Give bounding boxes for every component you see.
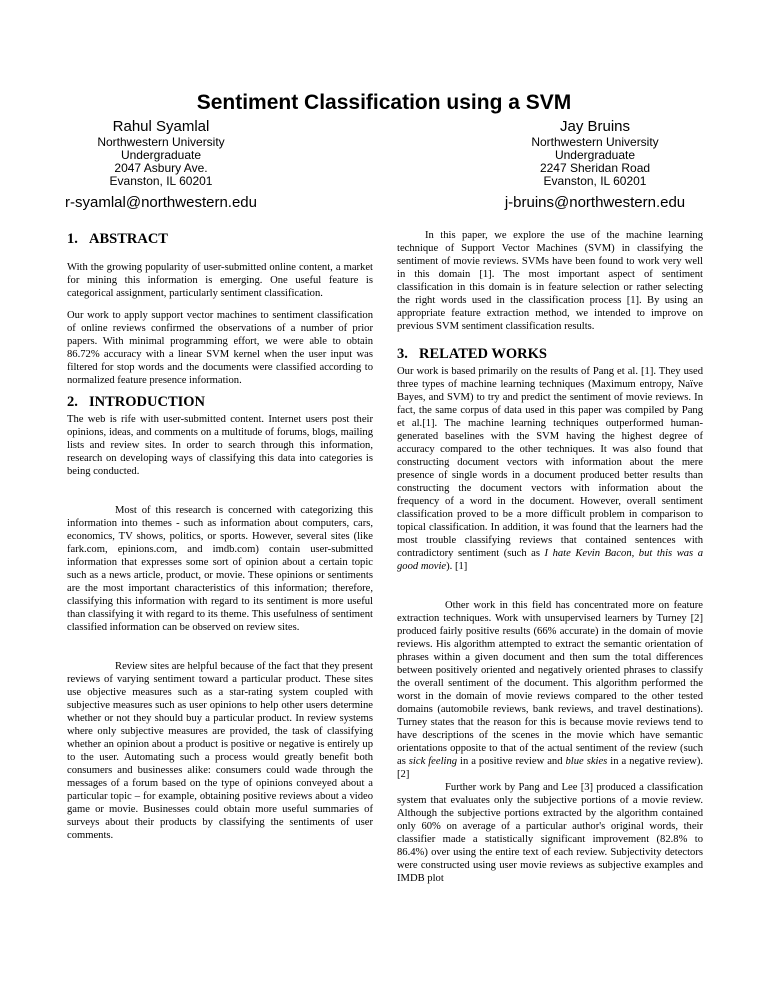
paragraph-emphasis: blue skies <box>565 756 608 767</box>
author-name: Jay Bruins <box>559 118 631 135</box>
author-city: Evanston, IL 60201 <box>109 174 213 188</box>
section-number: 2. <box>67 394 78 410</box>
intro-paragraph-1: The web is rife with user-submitted content. Internet users post their opinions, ideas, and comments on a multitude of forums, blogs, mailing lists and review sites. In order to search through this information, research on developing ways of classifying this data into categories is being conducted. <box>67 414 373 477</box>
abstract-paragraph-2: Our work to apply support vector machines to sentiment classification of online reviews confirmed the observations of a number of prior papers. With minimal programming effort, we were able to obtain 86.72% accuracy with a linear SVM kernel when the user input was filtered for stop words and the documents were classified according to normalized feature presence information. <box>67 310 373 386</box>
intro-paragraph-4: In this paper, we explore the use of the machine learning technique of Support Vector Machines (SVM) in classifying the sentiment of movie reviews. SVMs have been found to work very well in this domain [1]. The most important aspect of sentiment classification in this domain is in feature selection or rather selecting the right words used in the classification process [1]. By using an appropriate feature extraction method, we intended to improve on previous SVM sentiment classification results. <box>397 230 703 332</box>
author-level: Undergraduate <box>554 148 636 162</box>
author-name: Rahul Syamlal <box>112 118 210 135</box>
author-street: 2247 Sheridan Road <box>539 161 651 175</box>
author-city: Evanston, IL 60201 <box>543 174 647 188</box>
related-paragraph-3: Further work by Pang and Lee [3] produced a classification system that evaluates only the subjective portions of a movie review. Although the subjective portions extracted by the algorithm contained only 60% on average of a particular author's original words, their classifier made a statistically significant improvement (82.8% to 86.4%) over using the entire text of each review. Subjectivity detectors were constructed using user movie reviews as subjective examples and IMDB plot <box>397 782 703 884</box>
intro-paragraph-2: Most of this research is concerned with categorizing this information into themes - such as information about computers, cars, economics, TV shows, politics, or sports. However, several sites (like fark.com, epinions.com, and imdb.com) contain user-submitted information that expresses some sort of opinion about a certain topic such as a news article, product, or movie. These opinions or sentiments are the most important characteristics of this information; therefore, classifying this information with regard to its sentiment is more useful than classifying it with regard to its theme. This usefulness of sentiment classified information can be observed on review sites. <box>67 505 373 633</box>
paragraph-text: in a negative review). [2] <box>397 756 704 780</box>
author-block-2 <box>445 118 745 212</box>
author-affiliation: Northwestern University <box>97 135 225 149</box>
section-title: INTRODUCTION <box>89 394 206 410</box>
author-email: r-syamlal@northwestern.edu <box>65 194 257 211</box>
abstract-paragraph-1: With the growing popularity of user-submitted online content, a market for mining this information is emerging. One useful feature is categorical assignment, particularly sentiment classification. <box>67 262 373 299</box>
section-heading-abstract <box>67 231 373 248</box>
related-paragraph-2 <box>397 599 703 781</box>
paragraph-text: Other work in this field has concentrated more on feature extraction techniques. Work with unsupervised learners by Turney [2] produced fairly positive results (66% accurate) in the domain of movie reviews. His algorithm attempted to extract the semantic orientation of phrases within a given document and then sum the total differences between positively oriented and negatively oriented phrases to classify the overall sentiment of the document. This algorithm performed the worst in the domain of movie reviews compared to the other tested domains (automobile reviews, bank reviews, and travel destinations). Turney states that the reason for this is because movie reviews tend to have descriptions of the scenes in the movie which have semantic orientations opposite to that of the actual sentiment of the review (such as <box>397 600 703 767</box>
author-email: j-bruins@northwestern.edu <box>504 194 686 211</box>
section-title: RELATED WORKS <box>419 346 547 362</box>
author-affiliation: Northwestern University <box>531 135 659 149</box>
paragraph-text: Our work is based primarily on the results of Pang et al. [1]. They used three types of machine learning techniques (Maximum entropy, Naïve Bayes, and SVM) to try and predict the sentiment of movie reviews. In fact, the same corpus of data used in this paper was compiled by Pang et al.[1]. The machine learning techniques outperformed human-generated baselines with the SVM having the highest degree of accuracy compared to the other techniques. It was also found that constructing document vectors with information about the mere presence of single words in a document produced better results than constructing the document vectors with information about the frequency of a word in the document. However, overall sentiment classification proved to be a more difficult problem in comparison to topical classification. In addition, it was found that the learners had the most trouble classifying reviews that contained sentences with contradictory sentiment (such as <box>397 366 703 559</box>
intro-paragraph-3: Review sites are helpful because of the fact that they present reviews of varying sentiment toward a particular product. These sites use objective measures such as a star-rating system coupled with subjective measures such as user opinions to help other users determine whether or not they should buy a particular product. In review systems where only subjective measures are provided, the task of classifying whether an opinion about a product is positive or negative is entirely up to the user. Automating such a process would greatly benefit both consumers and businesses alike: consumers could wade through the messages of a forum based on the type of opinions conveyed about a particular topic – for example, obtaining positive reviews about a video game or movie. Businesses could obtain more useful summaries of surveys about their products by classifying the sentiments of user comments. <box>67 661 373 841</box>
author-block-1 <box>11 118 311 212</box>
section-heading-introduction <box>67 394 373 411</box>
paragraph-emphasis: I hate Kevin Bacon, but this was a good movie <box>397 548 704 572</box>
paper-title: Sentiment Classification using a SVM <box>196 91 572 114</box>
right-column <box>397 229 703 885</box>
author-level: Undergraduate <box>120 148 202 162</box>
paragraph-text: in a positive review and <box>457 756 566 767</box>
paragraph-emphasis: sick feeling <box>408 756 458 767</box>
related-paragraph-1 <box>397 365 703 573</box>
section-number: 3. <box>397 346 408 362</box>
paragraph-text: ). [1] <box>446 561 468 572</box>
section-heading-related-works <box>397 346 703 363</box>
left-column <box>67 226 373 842</box>
section-number: 1. <box>67 231 78 247</box>
section-title: ABSTRACT <box>89 231 168 247</box>
author-street: 2047 Asbury Ave. <box>114 161 208 175</box>
